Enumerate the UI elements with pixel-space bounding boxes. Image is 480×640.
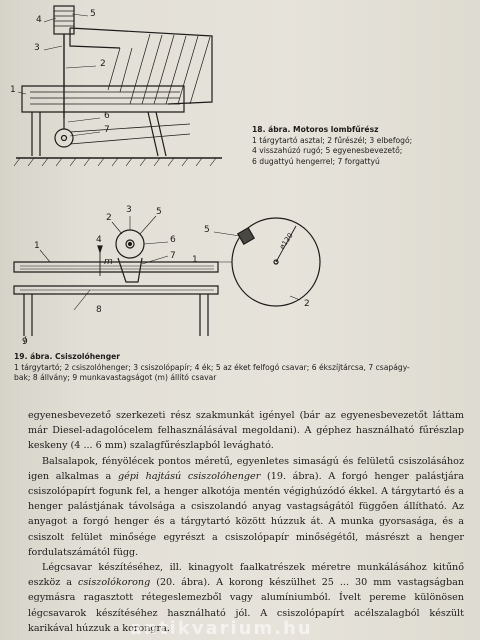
fig18-callout-5: 5 xyxy=(90,9,96,19)
fig20-callout-2: 2 xyxy=(304,299,310,309)
fig19-callout-1: 1 xyxy=(34,241,40,251)
fig18-callout-1: 1 xyxy=(10,85,16,95)
fig19-caption-line: 1 tárgytartó; 2 csiszolóhenger; 3 csiszolópapír; 4 ék; 5 az éket felfogó csavar; 6 ékszíjtárcsa, 7 csapágy- xyxy=(14,362,410,372)
body-paragraph-2-start: Balsalapok, fényölécek pontos méretű, egyenletes simaságú és felületű csiszolásához igen alkalmas a xyxy=(28,455,464,482)
body-paragraph-2 xyxy=(28,454,464,560)
fig19-callout-6: 6 xyxy=(170,235,176,245)
fig20-callout-5: 5 xyxy=(204,225,210,235)
fig19-callout-7: 7 xyxy=(170,251,176,261)
fig19-callout-9: 9 xyxy=(22,337,28,347)
fig19-caption xyxy=(14,352,468,384)
term-grinding-disc: csiszolókorong xyxy=(77,577,151,589)
fig19-m-label: m xyxy=(104,257,113,267)
body-paragraph-2-end: (19. ábra). A forgó henger palástjára csiszolópapírt fogunk fel, a henger alkotója mentén végighúzódó ékkel. A tárgytartó és a henger palástjának távolsága a csiszolandó anyag vastagságától függően állítható. Az anyagot a forgó henger és a tárgytartó között húzzuk át. A munka gyorsasága, és a csiszolt felület minősége egyrészt a csiszolópapír minőségétől, másrészt a henger fordulatszámától függ. xyxy=(28,470,464,558)
fig18-caption-line: 6 dugattyú hengerrel; 7 forgattyú xyxy=(252,156,380,166)
fig19-callout-5: 5 xyxy=(156,207,162,217)
fig19-callout-4: 4 xyxy=(96,235,102,245)
body-paragraph-1: egyenesbevezető szerkezeti rész szakmunkát igényel (bár az egyenesbevezetőt láttam már Diesel-adagolócelem felhasználásával megoldani). A géphez használható fűrészlap keskeny (4 ... 6 mm) szalagfűrészlapból levágható. xyxy=(28,410,464,452)
watermark: antikvarium.hu xyxy=(130,618,313,639)
fig18-caption-title: 18. ábra. Motoros lombfűrész xyxy=(252,125,379,134)
fig18-caption-line: 1 tárgytartó asztal; 2 fűrészél; 3 elbefogó; xyxy=(252,135,413,145)
body-text xyxy=(28,408,464,636)
fig20-dimension-label: ø120 xyxy=(278,231,295,251)
fig18-callout-4: 4 xyxy=(36,15,42,25)
fig18-callout-2: 2 xyxy=(100,59,106,69)
fig19-callout-8: 8 xyxy=(96,305,102,315)
fig19-work-plate xyxy=(14,262,218,272)
fig19-caption-title: 19. ábra. Csiszolóhenger xyxy=(14,352,121,361)
fig19-callout-3: 3 xyxy=(126,205,132,215)
term-sanding-drum: gépi hajtású csiszolóhenger xyxy=(117,470,261,482)
body-paragraph-3-start: Légcsavar készítéséhez, ill. kinagyolt faalkatrészek méretre munkálásához kitűnő eszköz a xyxy=(28,562,464,589)
fig20-callout-1: 1 xyxy=(192,255,198,265)
fig18-caption-line: 4 visszahúzó rugó; 5 egyenesbevezető; xyxy=(252,146,403,156)
fig18-callout-3: 3 xyxy=(34,43,40,53)
fig18-callout-7: 7 xyxy=(104,125,110,135)
fig19-caption-line: bak; 8 állvány; 9 munkavastagságot (m) állító csavar xyxy=(14,373,217,383)
fig18-callout-6: 6 xyxy=(104,111,110,121)
fig19-callout-2: 2 xyxy=(106,213,112,223)
body-paragraph-3-end: (20. ábra). A korong készülhet 25 ... 30 mm vastagságban egymásra ragasztott rétegeslemezből vagy alumíniumból. Ívelt pereme különösen légcsavarok készítéséhez használható jól. A csiszolópapírt acélszalagból készült karikával húzzuk a korongra. xyxy=(28,577,464,634)
